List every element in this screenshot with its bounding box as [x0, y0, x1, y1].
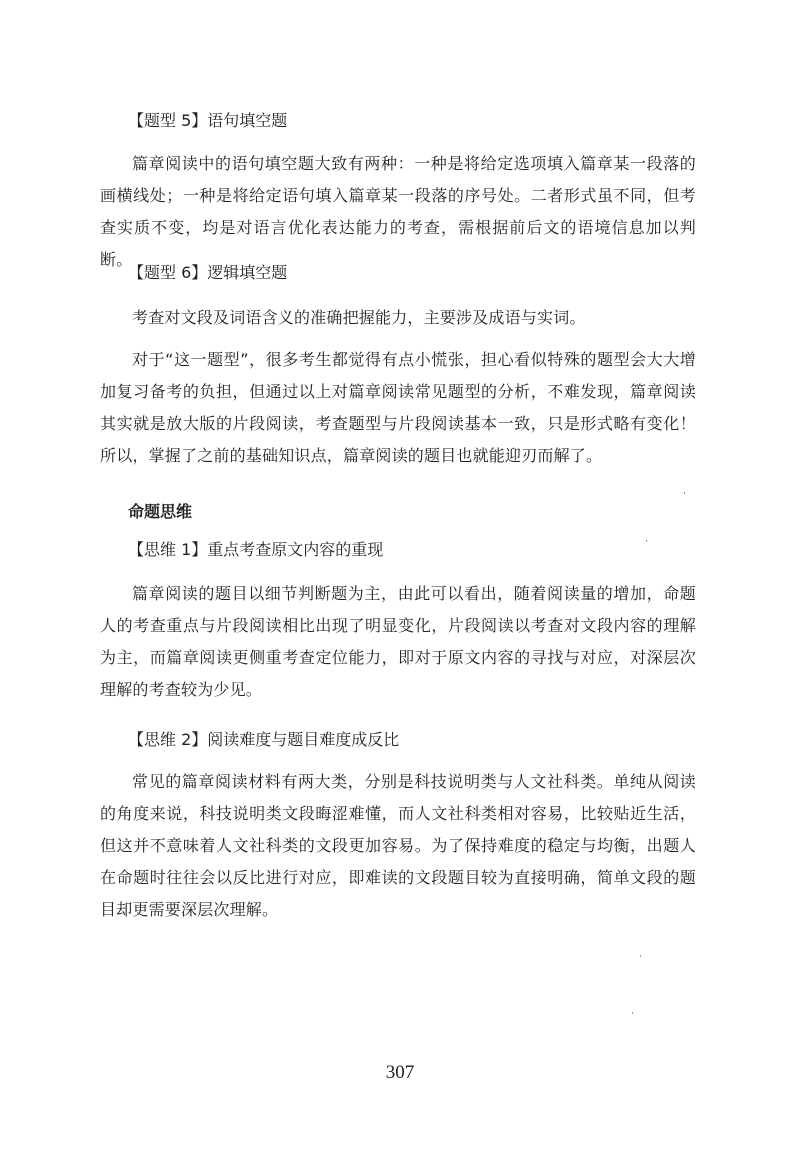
type6-paragraph: 考查对文段及词语含义的准确把握能力，主要涉及成语与实词。	[132, 308, 586, 327]
thinking2-heading: 【思维 2】阅读难度与题目难度成反比	[128, 730, 400, 749]
type5-paragraph: 篇章阅读中的语句填空题大致有两种：一种是将给定选项填入篇章某一段落的画横线处；一种是将给定语句填入篇章某一段落的序号处。二者形式虽不同，但考查实质不变，均是对语言优化表达能力的考查，需根据前后文的语境信息加以判断。	[100, 154, 696, 269]
page-number: 307	[385, 1062, 415, 1083]
scan-speck	[632, 1012, 633, 1014]
scan-speck	[646, 540, 647, 542]
type6-heading: 【题型 6】逻辑填空题	[128, 263, 288, 282]
thinking1-heading: 【思维 1】重点考查原文内容的重现	[128, 540, 384, 559]
thinking-section-title: 命题思维	[128, 502, 193, 521]
summary-paragraph: 对于“这一题型”，很多考生都觉得有点小慌张，担心看似特殊的题型会大大增加复习备考的负担，但通过以上对篇章阅读常见题型的分析，不难发现，篇章阅读其实就是放大版的片段阅读，考查题型与片段阅读基本一致，只是形式略有变化！所以，掌握了之前的基础知识点，篇章阅读的题目也就能迎刃而解了。	[100, 350, 696, 465]
thinking1-paragraph: 篇章阅读的题目以细节判断题为主，由此可以看出，随着阅读量的增加，命题人的考查重点与片段阅读相比出现了明显变化，片段阅读以考查对文段内容的理解为主，而篇章阅读更侧重考查定位能力，即对于原文内容的寻找与对应，对深层次理解的考查较为少见。	[100, 584, 696, 699]
scan-speck	[684, 492, 685, 494]
type5-heading: 【题型 5】语句填空题	[128, 111, 288, 130]
thinking2-paragraph: 常见的篇章阅读材料有两大类，分别是科技说明类与人文社科类。单纯从阅读的角度来说，科技说明类文段晦涩难懂，而人文社科类相对容易，比较贴近生活，但这并不意味着人文社科类的文段更加容易。为了保持难度的稳定与均衡，出题人在命题时往往会以反比进行对应，即难读的文段题目较为直接明确，简单文段的题目却更需要深层次理解。	[100, 772, 696, 919]
scan-speck	[640, 955, 641, 957]
